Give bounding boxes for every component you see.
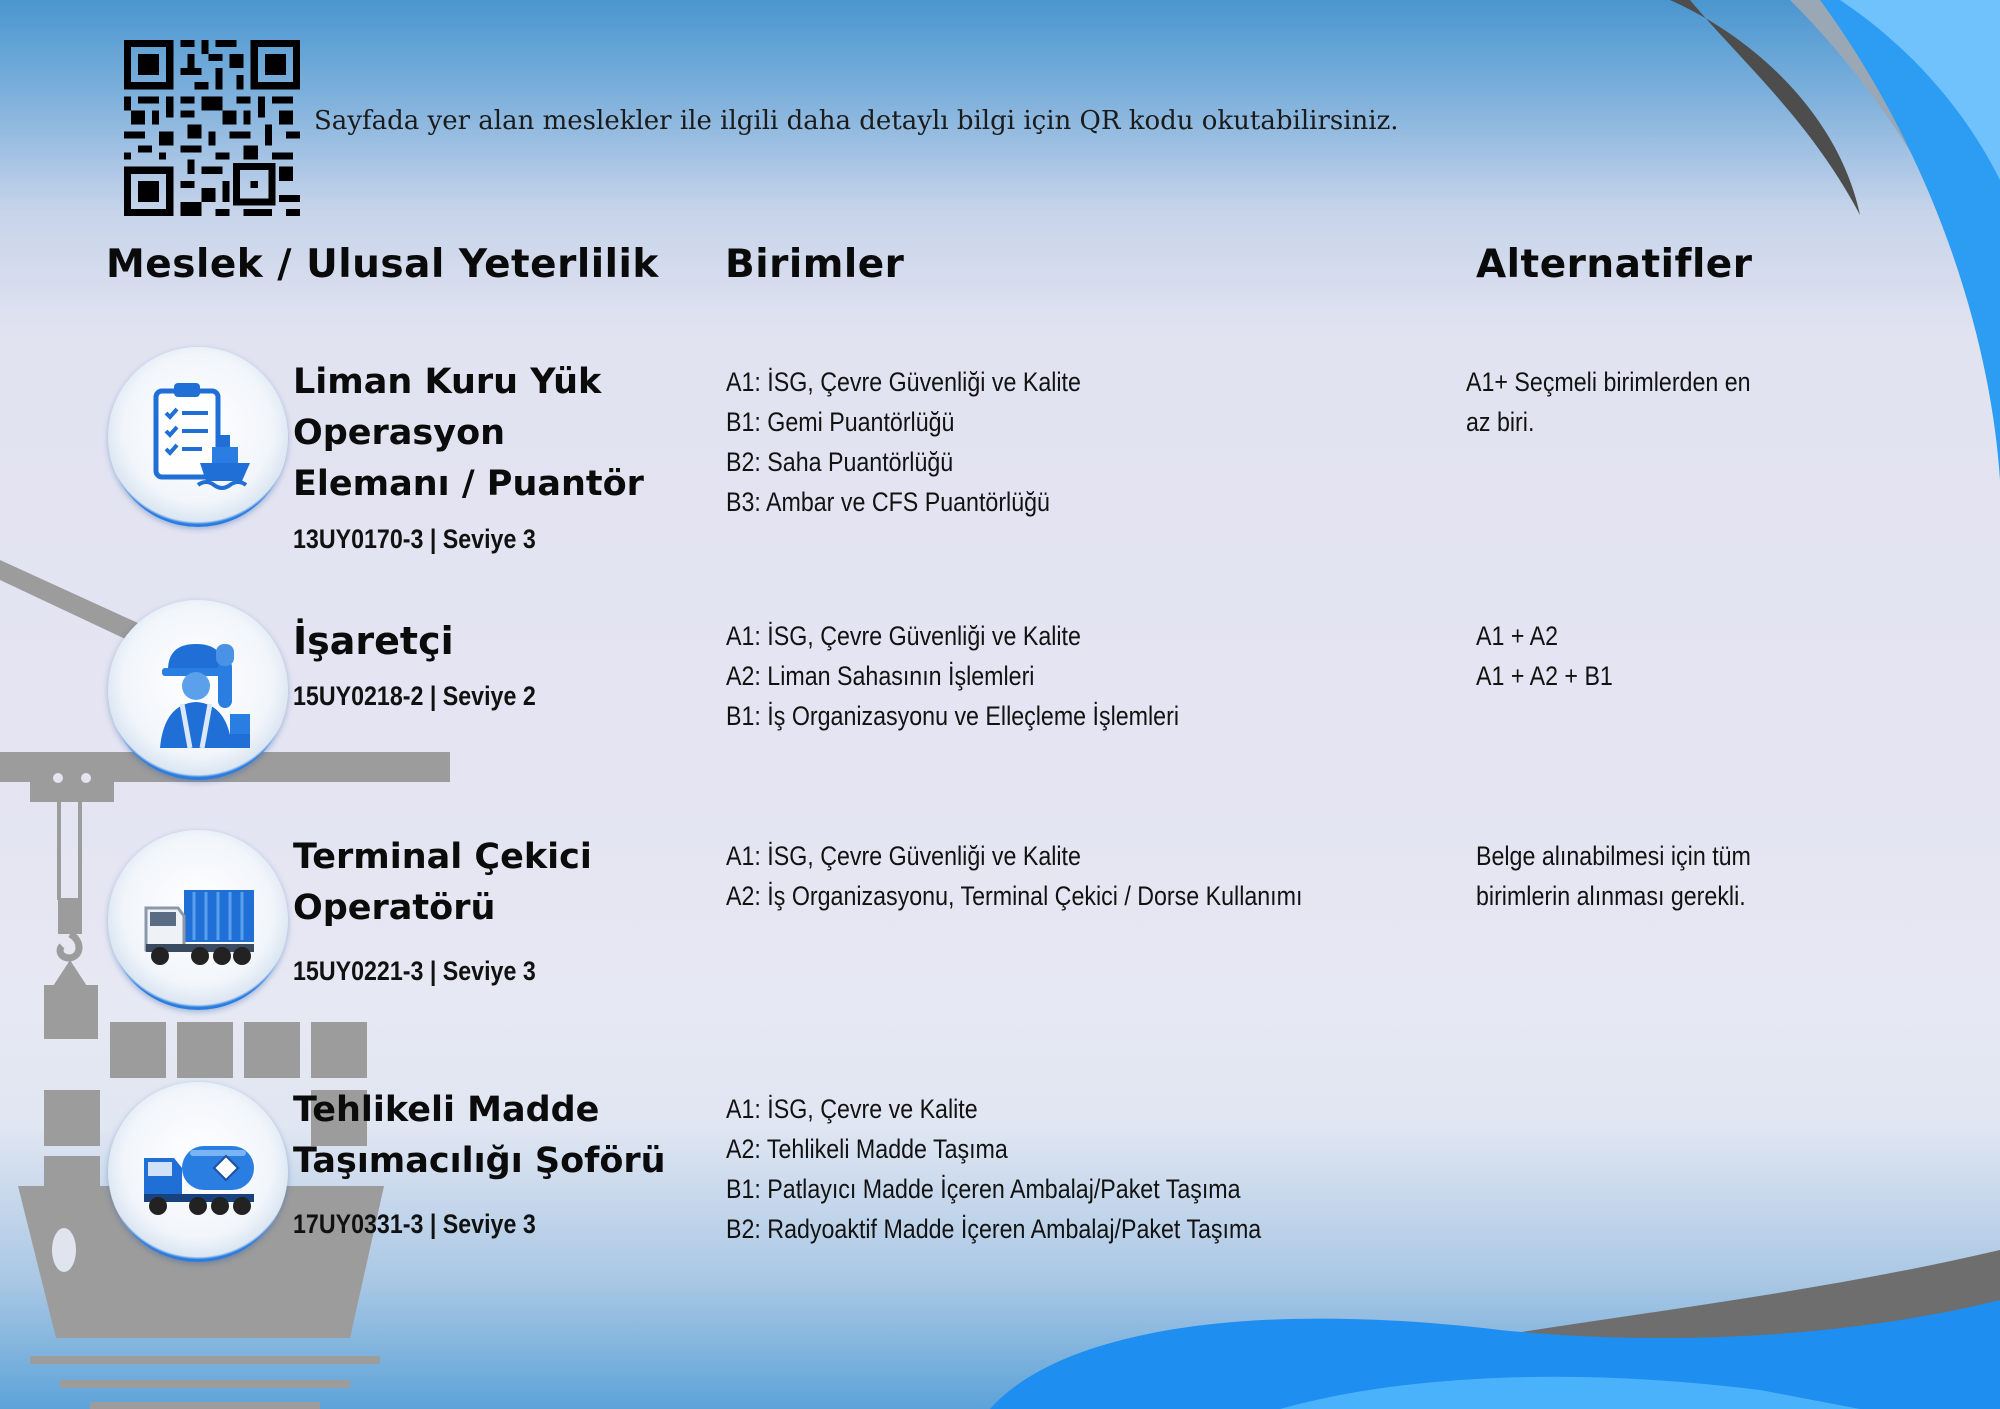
occupation-4 <box>293 1085 666 1240</box>
unit-item: A2: Liman Sahasının İşlemleri <box>726 661 1035 691</box>
occupation-badge-4 <box>108 1082 288 1262</box>
qualification-code: 17UY0331-3 | Seviye 3 <box>293 1209 536 1239</box>
unit-item: A1: İSG, Çevre Güvenliği ve Kalite <box>726 841 1081 871</box>
header-units: Birimler <box>725 242 905 287</box>
terminal-truck-icon <box>138 860 258 980</box>
qr-instruction-text: Sayfada yer alan meslekler ile ilgili daha detaylı bilgi için QR kodu okutabilirsiniz. <box>314 106 1399 136</box>
alternative-item: az biri. <box>1466 407 1535 437</box>
qr-code-icon[interactable] <box>124 40 300 216</box>
alternatives-2 <box>1476 616 1613 696</box>
qualification-code: 15UY0221-3 | Seviye 3 <box>293 956 536 986</box>
unit-item: A1: İSG, Çevre ve Kalite <box>726 1094 978 1124</box>
qualification-code: 15UY0218-2 | Seviye 2 <box>293 681 536 711</box>
unit-item: A2: İş Organizasyonu, Terminal Çekici / Dorse Kullanımı <box>726 881 1303 911</box>
occupation-1 <box>293 357 644 555</box>
unit-item: B1: Patlayıcı Madde İçeren Ambalaj/Paket Taşıma <box>726 1174 1241 1204</box>
occupation-title: Operasyon <box>293 413 506 453</box>
unit-item: A1: İSG, Çevre Güvenliği ve Kalite <box>726 621 1081 651</box>
alternative-item: A1+ Seçmeli birimlerden en <box>1466 367 1751 397</box>
signal-worker-icon <box>138 630 258 750</box>
tanker-truck-icon <box>138 1112 258 1232</box>
unit-item: B3: Ambar ve CFS Puantörlüğü <box>726 487 1050 517</box>
alternatives-3 <box>1476 836 1751 916</box>
unit-item: B2: Radyoaktif Madde İçeren Ambalaj/Paket Taşıma <box>726 1214 1262 1244</box>
unit-item: B1: İş Organizasyonu ve Elleçleme İşlemleri <box>726 701 1179 731</box>
unit-item: B2: Saha Puantörlüğü <box>726 447 954 477</box>
units-list-2 <box>726 616 1179 736</box>
occupation-title: Elemanı / Puantör <box>293 464 644 504</box>
alternatives-1 <box>1466 362 1751 442</box>
occupation-2 <box>293 616 575 712</box>
occupation-title: Operatörü <box>293 888 496 928</box>
alternative-item: A1 + A2 + B1 <box>1476 661 1613 691</box>
alternative-item: Belge alınabilmesi için tüm <box>1476 841 1751 871</box>
occupation-title: Tehlikeli Madde <box>293 1090 600 1130</box>
units-list-3 <box>726 836 1302 916</box>
units-list-1 <box>726 362 1081 522</box>
header-occupation: Meslek / Ulusal Yeterlilik <box>106 242 659 287</box>
occupation-badge-1 <box>108 347 288 527</box>
qualification-code: 13UY0170-3 | Seviye 3 <box>293 524 536 554</box>
occupation-3 <box>293 832 592 987</box>
units-list-4 <box>726 1089 1261 1249</box>
alternative-item: birimlerin alınması gerekli. <box>1476 881 1746 911</box>
occupation-title: Terminal Çekici <box>293 837 592 877</box>
alternative-item: A1 + A2 <box>1476 621 1558 651</box>
occupation-badge-2 <box>108 600 288 780</box>
occupation-badge-3 <box>108 830 288 1010</box>
unit-item: B1: Gemi Puantörlüğü <box>726 407 955 437</box>
occupation-title: Liman Kuru Yük <box>293 362 602 402</box>
occupation-title: İşaretçi <box>293 619 454 663</box>
unit-item: A1: İSG, Çevre Güvenliği ve Kalite <box>726 367 1081 397</box>
occupation-title: Taşımacılığı Şoförü <box>293 1141 666 1181</box>
unit-item: A2: Tehlikeli Madde Taşıma <box>726 1134 1008 1164</box>
header-alternatives: Alternatifler <box>1476 242 1753 287</box>
clipboard-ship-icon <box>138 377 258 497</box>
